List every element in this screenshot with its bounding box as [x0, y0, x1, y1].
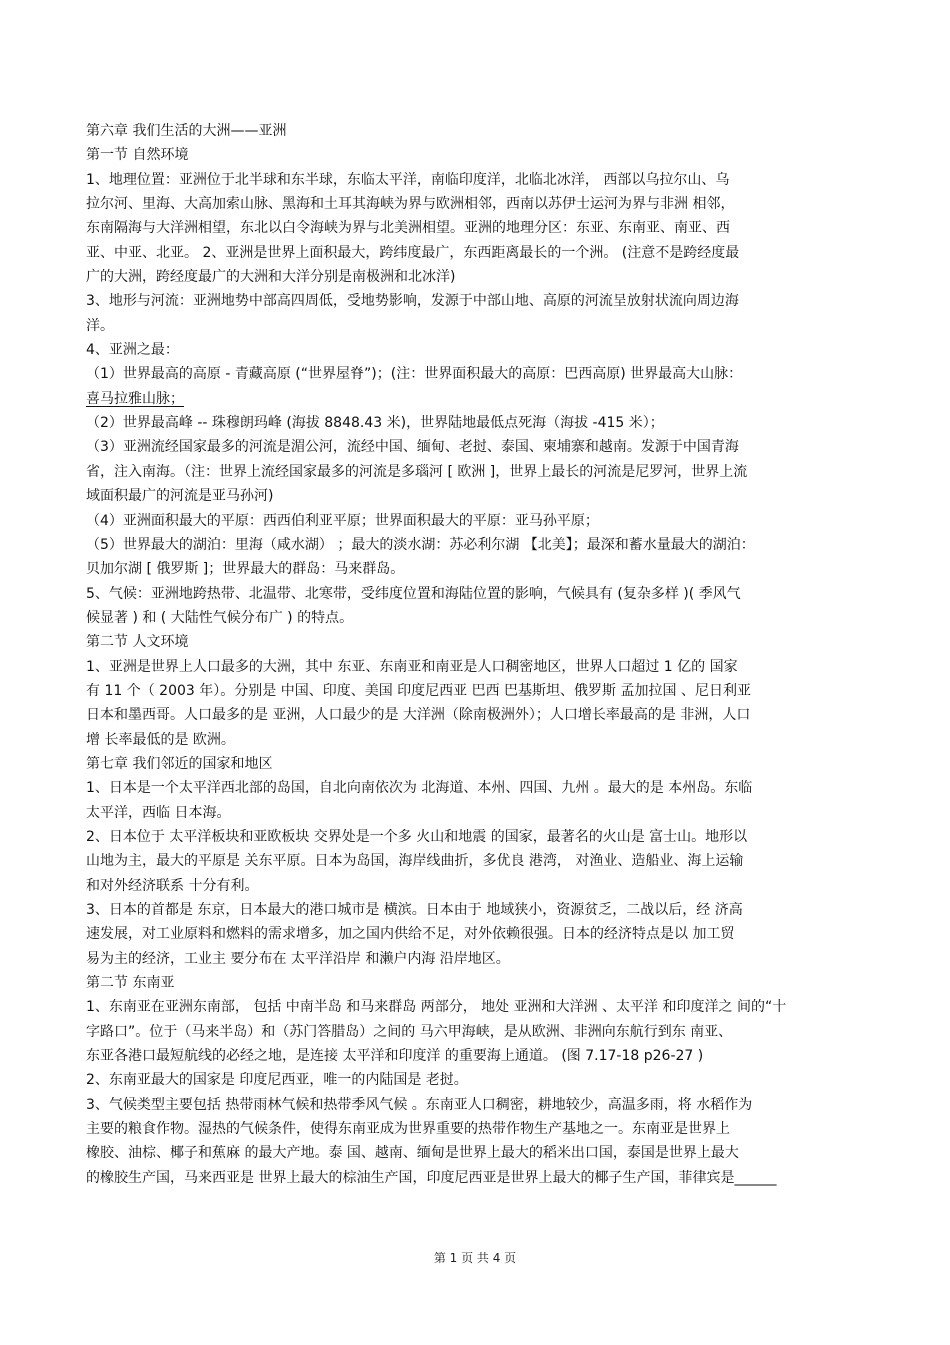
text-line: 橡胶、油棕、椰子和蕉麻 的最大产地。泰 国、越南、缅甸是世界上最大的稻米出口国，泰国是世界上最大: [86, 1145, 739, 1162]
text-line: 和对外经济联系 十分有利。: [86, 877, 259, 894]
text-line: 4、亚洲之最：: [86, 342, 179, 359]
text-line: 增 长率最低的是 欧洲。: [86, 731, 235, 748]
text-line: 山地为主，最大的平原是 关东平原。日本为岛国，海岸线曲折，多优良 港湾， 对渔业、造船业、海上运输: [86, 853, 744, 870]
text-line: 1、东南亚在亚洲东南部， 包括 中南半岛 和马来群岛 两部分， 地处 亚洲和大洋洲 、太平洋 和印度洋之 间的“十: [86, 999, 787, 1016]
text-line: （1）世界最高的高原 - 青藏高原 (“世界屋脊”)；(注：世界面积最大的高原：巴西高原) 世界最高大山脉：: [86, 366, 743, 383]
text-line: 1、亚洲是世界上人口最多的大洲，其中 东亚、东南亚和南亚是人口稠密地区，世界人口超过 1 亿的 国家: [86, 658, 738, 675]
section-heading: 第一节 自然环境: [86, 147, 189, 164]
text-line: 广的大洲，跨经度最广的大洲和大洋分别是南极洲和北冰洋): [86, 269, 456, 286]
text-line: 字路口”。位于（马来半岛）和（苏门答腊岛）之间的 马六甲海峡，是从欧洲、非洲向东航行到东 南亚、: [86, 1023, 733, 1040]
text-line: 易为主的经济，工业主 要分布在 太平洋沿岸 和濑户内海 沿岸地区。: [86, 950, 510, 967]
text-line: 的橡胶生产国，马来西亚是 世界上最大的棕油生产国，印度尼西亚是世界上最大的椰子生产国，菲律宾是______: [86, 1169, 777, 1186]
text-line: 喜马拉雅山脉；: [86, 390, 184, 407]
page-footer: 第 1 页 共 4 页: [433, 1251, 517, 1265]
text-line: 贝加尔湖 [ 俄罗斯 ]；世界最大的群岛：马来群岛。: [86, 561, 405, 578]
text-line: 有 11 个（ 2003 年）。分别是 中国、印度、美国 印度尼西亚 巴西 巴基斯坦、俄罗斯 孟加拉国 、尼日利亚: [86, 682, 751, 699]
text-line: 亚、中亚、北亚。 2、亚洲是世界上面积最大，跨纬度最广，东西距离最长的一个洲。 (注意不是跨经度最: [86, 244, 740, 261]
text-line: 速发展，对工业原料和燃料的需求增多，加之国内供给不足，对外依赖很强。日本的经济特点是以 加工贸: [86, 926, 735, 943]
text-line: （2）世界最高峰 -- 珠穆朗玛峰 (海拔 8848.43 米)，世界陆地最低点死海（海拔 -415 米）；: [86, 415, 664, 432]
text-line: 1、日本是一个太平洋西北部的岛国，自北向南依次为 北海道、本州、四国、九州 。最大的是 本州岛。东临: [86, 780, 753, 797]
section-heading: 第二节 人文环境: [86, 634, 189, 651]
text-line: 省，注入南海。（注：世界上流经国家最多的河流是多瑙河 [ 欧洲 ]，世界上最长的河流是尼罗河，世界上流: [86, 463, 748, 480]
text-line: 3、日本的首都是 东京，日本最大的港口城市是 横滨。日本由于 地域狭小，资源贫乏，二战以后，经 济高: [86, 902, 743, 918]
text-line: 域面积最广的河流是亚马孙河): [86, 488, 274, 505]
text-line: 3、气候类型主要包括 热带雨林气候和热带季风气候 。东南亚人口稠密，耕地较少，高温多雨，将 水稻作为: [86, 1096, 753, 1113]
chapter-heading: 第六章 我们生活的大洲——亚洲: [86, 123, 287, 139]
text-line: 太平洋，西临 日本海。: [86, 804, 231, 821]
section-heading: 第二节 东南亚: [86, 975, 175, 992]
text-line: 东亚各港口最短航线的必经之地，是连接 太平洋和印度洋 的重要海上通道。 (图 7.17-18 p26-27 ): [86, 1048, 704, 1065]
text-line: 洋。: [86, 317, 114, 334]
text-line: 东南隔海与大洋洲相望，东北以白令海峡为界与北美洲相望。亚洲的地理分区：东亚、东南亚、南亚、西: [86, 220, 730, 237]
text-line: 2、东南亚最大的国家是 印度尼西亚，唯一的内陆国是 老挝。: [86, 1072, 468, 1089]
text-line: 1、地理位置：亚洲位于北半球和东半球，东临太平洋，南临印度洋，北临北冰洋， 西部以乌拉尔山、乌: [86, 171, 730, 188]
text-line: 日本和墨西哥。人口最多的是 亚洲，人口最少的是 大洋洲（除南极洲外）；人口增长率最高的是 非洲，人口: [86, 707, 751, 724]
chapter-heading: 第七章 我们邻近的国家和地区: [86, 755, 273, 772]
text-line: （5）世界最大的湖泊：里海（咸水湖） ；最大的淡水湖：苏必利尔湖 【北美】；最深和蓄水量最大的湖泊：: [86, 536, 755, 553]
document-body: [86, 119, 866, 1190]
text-line: 拉尔河、里海、大高加索山脉、黑海和土耳其海峡为界与欧洲相邻，西南以苏伊士运河为界与非洲 相邻，: [86, 196, 735, 213]
text-line: （3）亚洲流经国家最多的河流是湄公河，流经中国、缅甸、老挝、泰国、柬埔寨和越南。发源于中国青海: [86, 439, 739, 456]
text-line: （4）亚洲面积最大的平原：西西伯利亚平原；世界面积最大的平原：亚马孙平原；: [86, 512, 599, 529]
text-line: 主要的粮食作物。湿热的气候条件，使得东南亚成为世界重要的热带作物生产基地之一。东南亚是世界上: [86, 1121, 730, 1138]
text-line: 5、气候：亚洲地跨热带、北温带、北寒带，受纬度位置和海陆位置的影响，气候具有 (复杂多样 )( 季风气: [86, 585, 741, 602]
text-line: 3、地形与河流：亚洲地势中部高四周低，受地势影响，发源于中部山地、高原的河流呈放射状流向周边海: [86, 293, 739, 310]
text-line: 候显著 ) 和 ( 大陆性气候分布广 ) 的特点。: [86, 609, 354, 626]
text-line: 2、日本位于 太平洋板块和亚欧板块 交界处是一个多 火山和地震 的国家，最著名的火山是 富士山。地形以: [86, 828, 748, 845]
